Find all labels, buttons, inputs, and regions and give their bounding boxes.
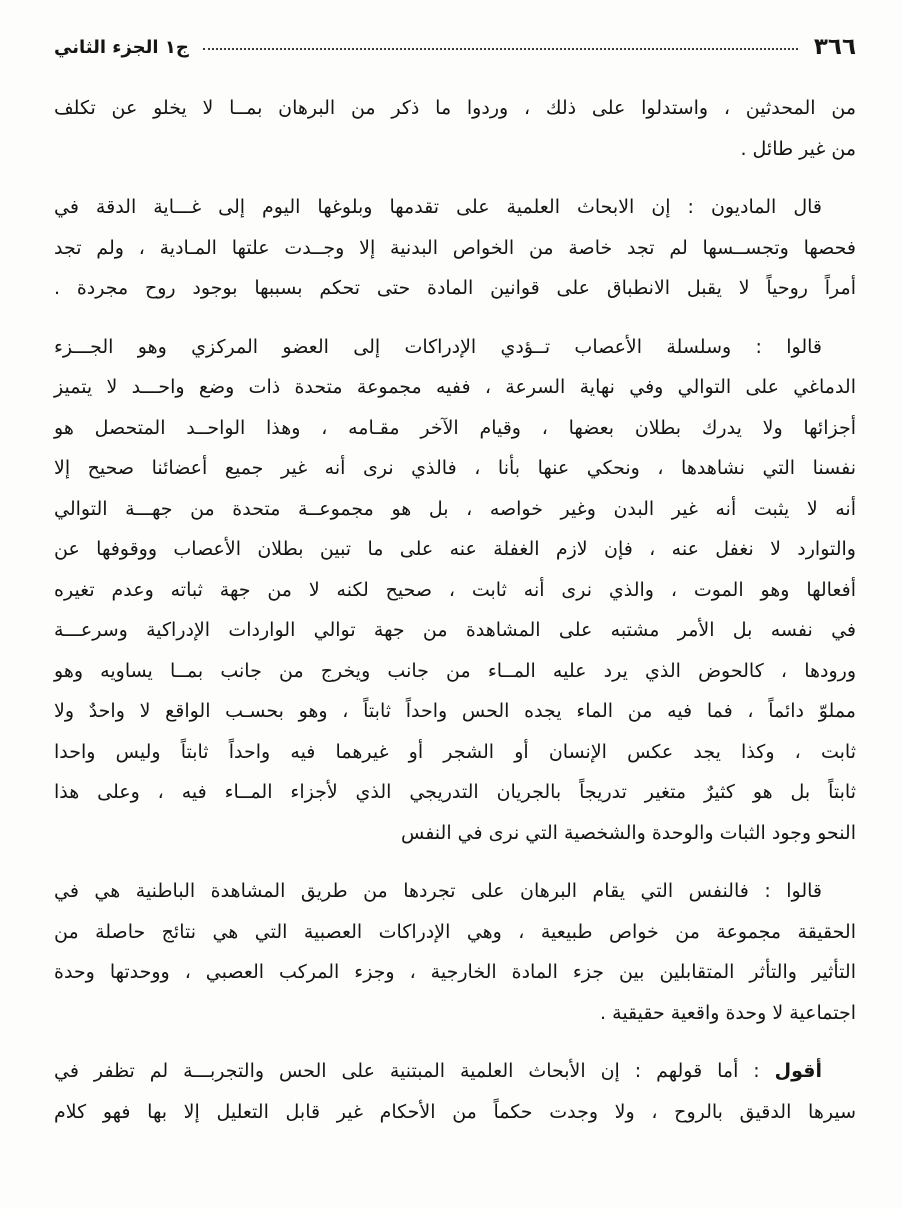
text-line: والتوارد لا نغفل عنه ، فإن لازم الغفلة عنه على ما تبين بطلان الأعصاب ووقوفها عن (54, 538, 856, 560)
text-line: نفسنا التي نشاهدها ، ونحكي عنها بأنا ، فالذي نرى أنه غير جميع أعضائنا صحيح إلا (54, 457, 856, 479)
text-line: قالوا : وسلسلة الأعصاب تــؤدي الإدراكات إلى العضو المركزي وهو الجـــزء (54, 335, 822, 358)
text-line: قال الماديون : إن الابحاث العلمية على تقدمها وبلوغها اليوم إلى غـــاية الدقة في (54, 196, 822, 218)
page-header (54, 26, 856, 66)
text-line: النحو وجود الثبات والوحدة والشخصية التي نرى في النفس (400, 821, 856, 844)
text-line: فحصها وتجســسها لم تجد خاصة من الخواص البدنية إلا وجــدت علتها المـادية ، ولم تجد (54, 236, 856, 259)
text-line: التأثير والتأثر المتقابلين بين جزء المادة الخارجية ، وجزء المركب العصبي ، ووحدتها وحدة (54, 961, 856, 983)
text-line: ورودها ، كالحوض الذي يرد عليه المــاء من جانب ويخرج من جانب بمــا يساويه وهو (54, 659, 856, 682)
text-line: أنه لا يثبت أنه غير البدن وغير خواصه ، بل هو مجموعــة متحدة من جهـــة التوالي (54, 497, 856, 520)
volume-label: ج١ الجزء الثاني (54, 37, 189, 58)
text-line: أفعالها وهو الموت ، والذي نرى أنه ثابت ، صحيح لكنه لا من جهة ثباته وعدم تغيره (54, 578, 856, 601)
text-line: مملوّ دائماً ، فما فيه من الماء يجده الحس واحداً ثابتاً ، وهو بحسـب الواقع لا واحدٌ ولا (54, 700, 856, 722)
text-line: أمراً روحياً لا يقبل الانطباق على قوانين المادة حتى تحكم بسببها بوجود روح مجردة . (54, 277, 856, 299)
text-line: أقول : أما قولهم : إن الأبحاث العلمية المبتنية على الحس والتجربـــة لم تظفر في (54, 1060, 822, 1082)
text-line: من المحدثين ، واستدلوا على ذلك ، وردوا ما ذكر من البرهان بمــا لا يخلو عن تكلف (54, 97, 856, 119)
paragraph (54, 88, 856, 169)
page-number: ٣٦٦ (813, 33, 856, 60)
text-line: ثابتاً بل هو كثيرٌ متغير تدريجاً بالجريان التدريجي الذي لأجزاء المــاء فيه ، وعلى هذا (54, 781, 856, 803)
paragraph-lead-word: أقول (774, 1060, 822, 1082)
page-body (54, 88, 856, 1132)
text-line: من غير طائل . (740, 137, 856, 160)
text-line: الحقيقة مجموعة من خواص طبيعية ، وهي الإدراكات العصبية التي هي نتائج حاصلة من (54, 920, 856, 943)
text-line: ثابت ، وكذا يجد عكس الإنسان أو الشجر أو غيرهما فيه واحداً ثابتاً وليس واحدا (54, 740, 856, 763)
paragraph (54, 187, 856, 309)
paragraph (54, 871, 856, 1033)
paragraph (54, 1051, 856, 1132)
text-line: في نفسه بل الأمر مشتبه على المشاهدة من جهة توالي الواردات الإدراكية وسرعـــة (54, 619, 856, 641)
text-line: الدماغي على التوالي وفي نهاية السرعة ، ففيه مجموعة متحدة ذات وضع واحـــد لا يتميز (54, 376, 856, 398)
text-line: اجتماعية لا وحدة واقعية حقيقية . (600, 1001, 856, 1024)
header-dotted-line (203, 48, 798, 50)
text-line: أجزائها ولا يدرك بطلان بعضها ، وقيام الآخر مقـامه ، وهذا الواحــد المتحصل هو (54, 416, 856, 439)
text-line: سيرها الدقيق بالروح ، ولا وجدت حكماً من الأحكام غير قابل التعليل إلا بها فهو كلام (54, 1100, 856, 1123)
text-line: قالوا : فالنفس التي يقام البرهان على تجردها من طريق المشاهدة الباطنية هي في (54, 880, 822, 902)
paragraph (54, 327, 856, 854)
